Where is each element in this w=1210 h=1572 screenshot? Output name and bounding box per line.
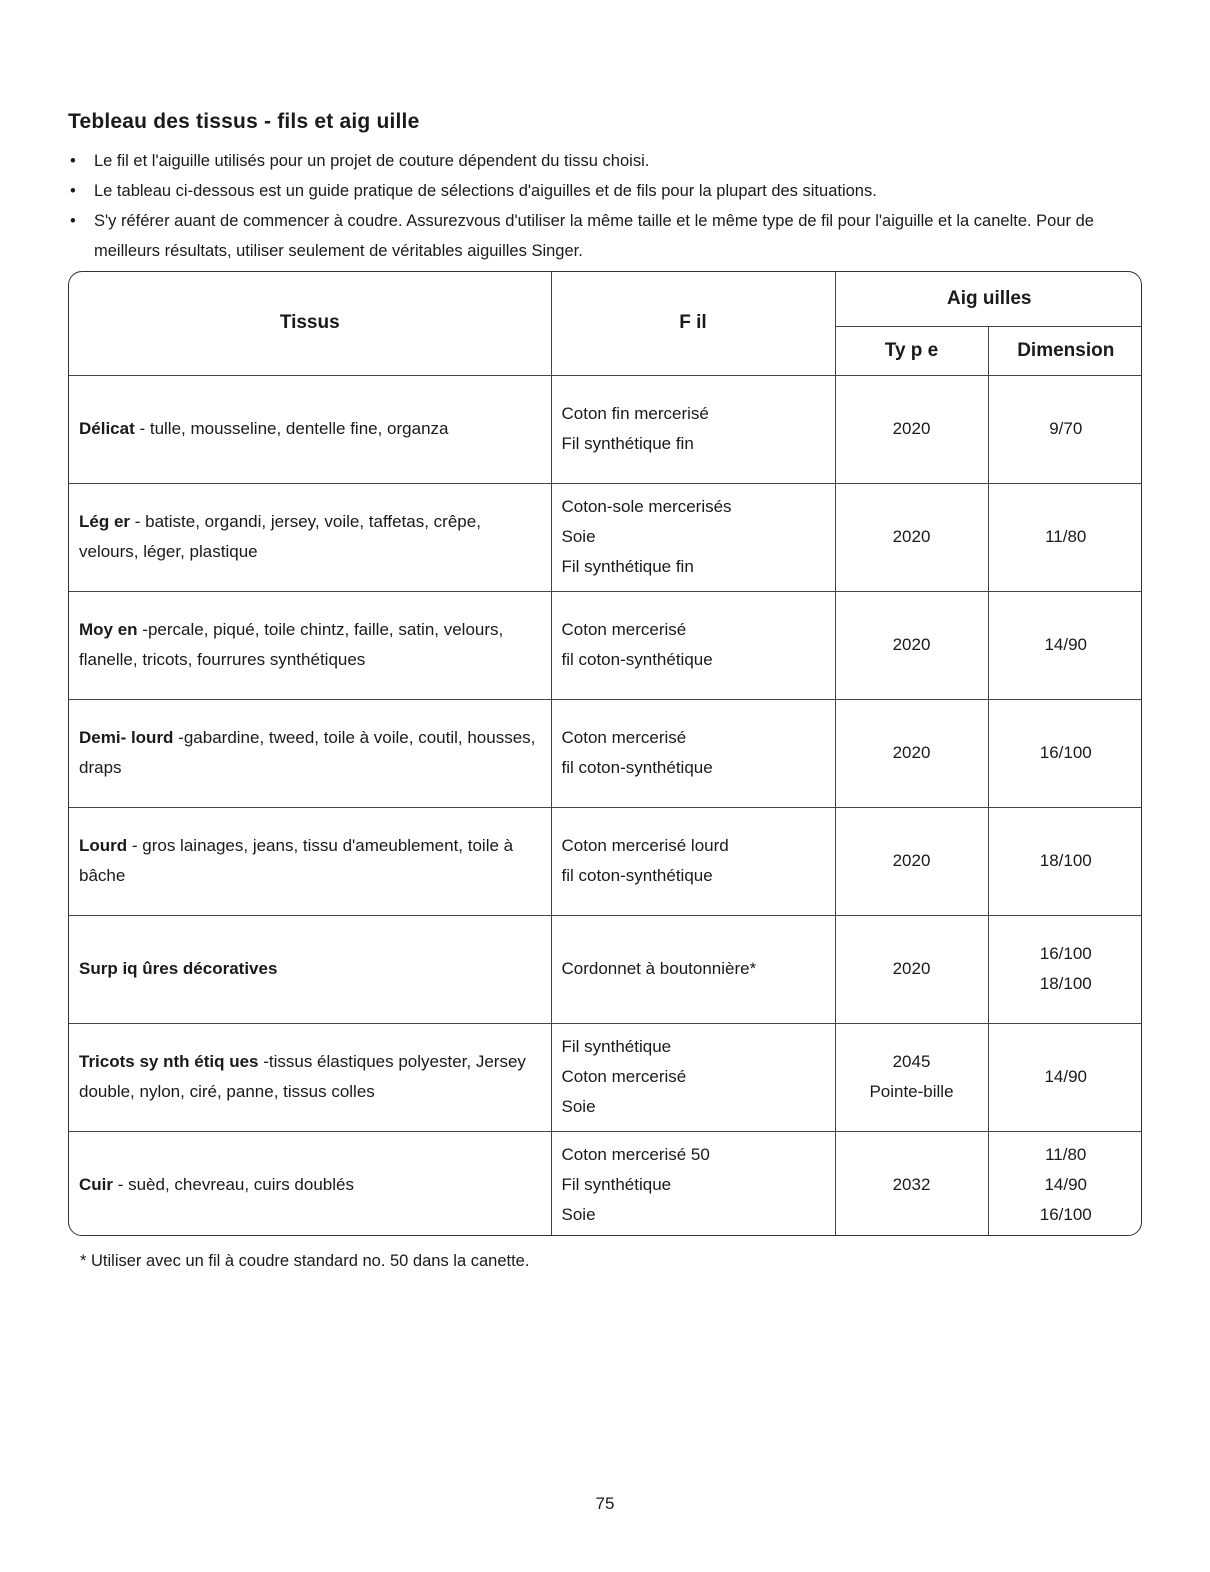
fil-value: Fil synthétique: [561, 1174, 672, 1194]
fil-value: Coton mercerisé: [561, 620, 687, 639]
fabric-category: Surp iq ûres décoratives: [79, 959, 278, 978]
cell-dimension: [988, 483, 1142, 591]
type-value: 2020: [892, 635, 931, 654]
fabric-examples: - suèd, chevreau, cuirs doublés: [113, 1174, 354, 1194]
cell-fil: [551, 375, 835, 483]
bullet-item: • Le tableau ci-dessous est un guide pratique de sélections d'aiguilles et de fils pour la plupart des situations.: [68, 176, 1148, 206]
dimension-value: 14/90: [1044, 635, 1088, 654]
footnote: * Utiliser avec un fil à coudre standard no. 50 dans la canette.: [80, 1252, 530, 1270]
cell-type: [835, 807, 988, 915]
cell-dimension: [988, 699, 1142, 807]
type-value: 2020: [892, 959, 931, 978]
cell-type: [835, 1023, 988, 1131]
fabric-examples: - gros lainages, jeans, tissu d'ameublement, toile à bâche: [79, 836, 514, 885]
fil-value: fil coton-synthétique: [561, 758, 713, 777]
cell-dimension: [988, 1131, 1142, 1236]
fabric-examples: -tissus élastiques polyester, Jersey double, nylon, ciré, panne, tissus colles: [79, 1052, 526, 1101]
fil-value: Coton mercerisé: [561, 1067, 687, 1086]
dimension-value: 16/100: [1039, 743, 1092, 762]
fabric-category: Cuir: [79, 1174, 113, 1194]
fabric-category: Tricots sy nth étiq ues: [79, 1052, 259, 1071]
header-fil: F il: [551, 272, 835, 375]
table-row: [69, 1131, 1142, 1236]
table-row: [69, 375, 1142, 483]
cell-tissus: [69, 375, 551, 483]
dimension-value: 14/90: [1044, 1067, 1088, 1086]
cell-type: [835, 375, 988, 483]
dimension-value: 18/100: [1039, 974, 1092, 993]
cell-dimension: [988, 591, 1142, 699]
cell-dimension: [988, 915, 1142, 1023]
type-value: 2020: [892, 419, 931, 438]
fil-value: Soie: [561, 527, 596, 546]
header-type: Ty p e: [835, 326, 988, 375]
cell-tissus: [69, 483, 551, 591]
dimension-value: 16/100: [1039, 1204, 1092, 1224]
fil-value: Coton-sole mercerisés: [561, 497, 732, 516]
table-row: [69, 699, 1142, 807]
cell-fil: [551, 483, 835, 591]
header-aiguilles: Aig uilles: [835, 272, 1142, 326]
fabric-category: Lég er: [79, 512, 131, 531]
table-row: [69, 591, 1142, 699]
cell-type: [835, 699, 988, 807]
cell-fil: [551, 591, 835, 699]
cell-fil: [551, 1131, 835, 1236]
intro-bullet-list: [68, 146, 1148, 266]
dimension-value: 18/100: [1039, 851, 1092, 870]
dimension-value: 11/80: [1045, 1144, 1087, 1164]
dimension-value: 9/70: [1049, 419, 1083, 438]
fil-value: fil coton-synthétique: [561, 650, 713, 669]
fil-value: Coton mercerisé 50: [561, 1144, 710, 1164]
fil-value: Coton mercerisé: [561, 728, 687, 747]
fabric-examples: - tulle, mousseline, dentelle fine, organza: [134, 419, 449, 438]
fil-value: Fil synthétique fin: [561, 434, 694, 453]
table-row: [69, 915, 1142, 1023]
table-body: [69, 375, 1142, 1236]
bullet-item: • Le fil et l'aiguille utilisés pour un projet de couture dépendent du tissu choisi.: [68, 146, 1148, 176]
bullet-item: • S'y référer auant de commencer à coudre. Assurezvous d'utiliser la même taille et le même type de fil pour l'aiguille et la canelte. Pour de meilleurs résultats, utiliser seulement de véritables aiguilles Singer.: [68, 206, 1148, 266]
page-title: Tebleau des tissus - fils et aig uille: [68, 110, 420, 133]
fil-value: Coton fin mercerisé: [561, 404, 709, 423]
cell-fil: [551, 699, 835, 807]
type-value: 2020: [892, 527, 931, 546]
fil-value: Coton mercerisé lourd: [561, 836, 729, 855]
fabric-category: Lourd: [79, 836, 128, 855]
cell-fil: [551, 915, 835, 1023]
dimension-value: 16/100: [1039, 944, 1092, 963]
cell-type: [835, 591, 988, 699]
dimension-value: 11/80: [1045, 527, 1087, 546]
header-dimension: Dimension: [988, 326, 1142, 375]
type-value: 2032: [892, 1174, 931, 1194]
fil-value: Fil synthétique: [561, 1037, 672, 1056]
fil-value: Soie: [561, 1204, 596, 1224]
dimension-value: 14/90: [1044, 1174, 1088, 1194]
header-tissus: Tissus: [69, 272, 551, 375]
cell-dimension: [988, 1023, 1142, 1131]
fil-value: fil coton-synthétique: [561, 866, 713, 885]
table-row: [69, 483, 1142, 591]
bullet-icon: •: [70, 182, 76, 200]
cell-fil: [551, 807, 835, 915]
fabric-examples: -gabardine, tweed, toile à voile, coutil, housses, draps: [79, 728, 536, 777]
fabric-category: Demi- lourd: [79, 728, 174, 747]
type-value: Pointe-bille: [869, 1082, 954, 1101]
cell-tissus: [69, 591, 551, 699]
cell-dimension: [988, 807, 1142, 915]
cell-dimension: [988, 375, 1142, 483]
bullet-icon: •: [70, 152, 76, 170]
cell-tissus: [69, 1131, 551, 1236]
type-value: 2020: [892, 851, 931, 870]
type-value: 2045: [892, 1052, 931, 1071]
cell-type: [835, 483, 988, 591]
cell-tissus: [69, 915, 551, 1023]
cell-tissus: [69, 699, 551, 807]
cell-type: [835, 1131, 988, 1236]
cell-tissus: [69, 807, 551, 915]
fabric-thread-needle-table: [68, 271, 1142, 1236]
bullet-icon: •: [70, 212, 76, 230]
page-number: 75: [595, 1494, 615, 1513]
fabric-category: Moy en: [79, 620, 138, 639]
table-row: [69, 807, 1142, 915]
cell-fil: [551, 1023, 835, 1131]
fil-value: Soie: [561, 1097, 596, 1116]
fil-value: Fil synthétique fin: [561, 557, 694, 576]
type-value: 2020: [892, 743, 931, 762]
fabric-examples: - batiste, organdi, jersey, voile, taffetas, crêpe, velours, léger, plastique: [79, 512, 481, 561]
fil-value: Cordonnet à boutonnière*: [561, 959, 757, 978]
cell-tissus: [69, 1023, 551, 1131]
fabric-category: Délicat: [79, 419, 135, 438]
cell-type: [835, 915, 988, 1023]
table-row: [69, 1023, 1142, 1131]
fabric-examples: -percale, piqué, toile chintz, faille, satin, velours, flanelle, tricots, fourrures synthétiques: [79, 620, 504, 669]
